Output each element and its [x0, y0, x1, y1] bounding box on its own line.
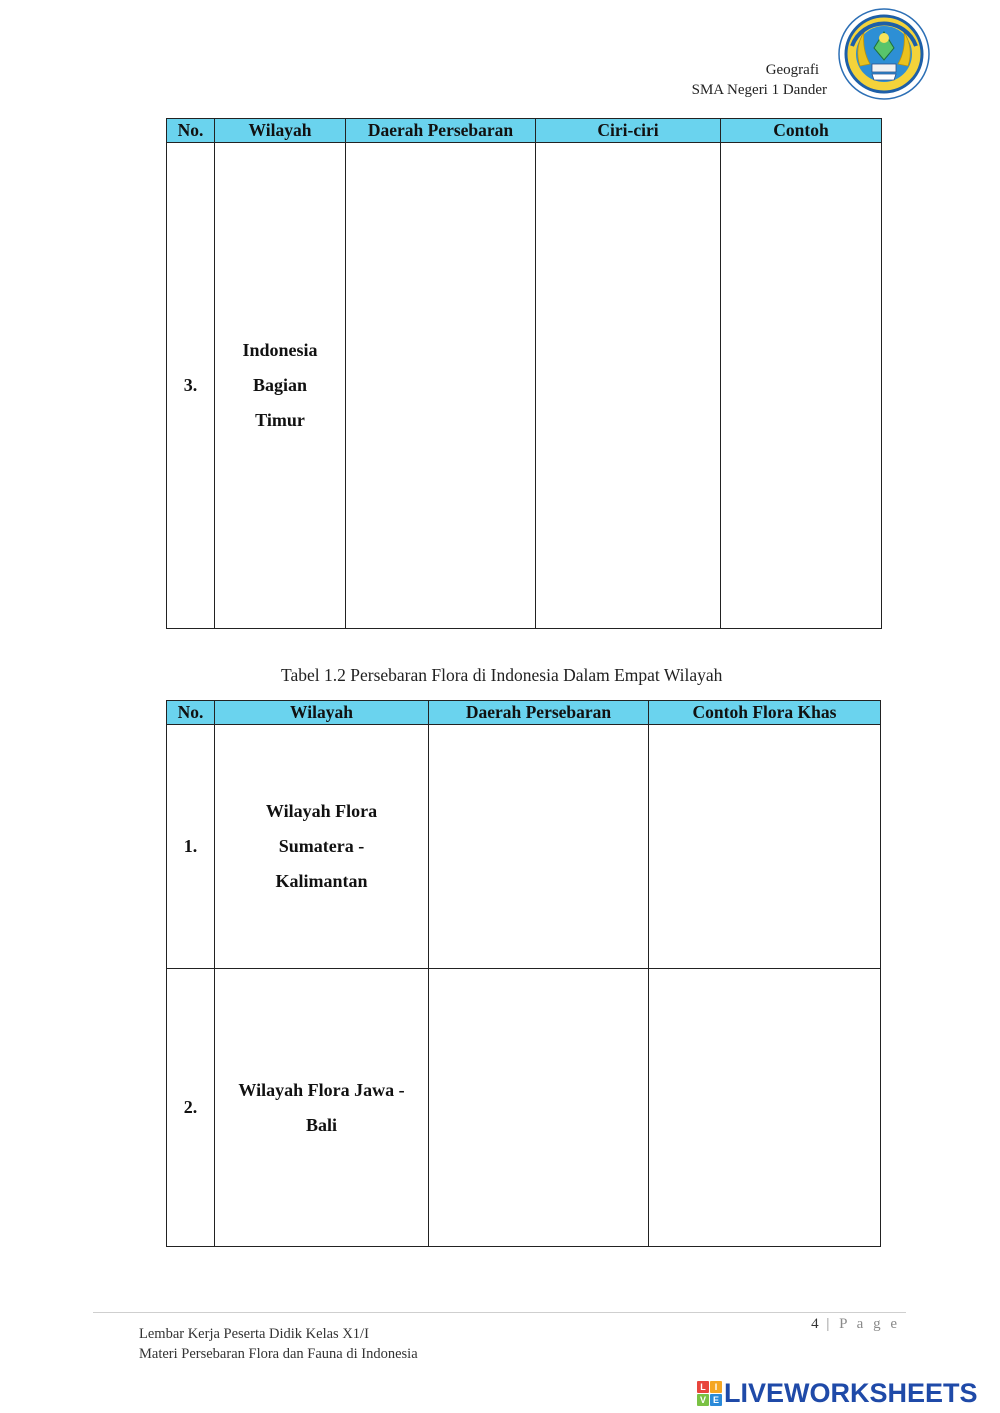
- table-row: [167, 143, 882, 629]
- contoh-flora-input[interactable]: [649, 969, 881, 1247]
- wilayah-line: Wilayah Flora Jawa -: [238, 1079, 405, 1100]
- col-header-wilayah: Wilayah: [215, 701, 429, 725]
- contoh-flora-input[interactable]: [649, 725, 881, 969]
- col-header-ciri: Ciri-ciri: [536, 119, 721, 143]
- row-number: 3.: [167, 143, 215, 629]
- wilayah-cell: [215, 969, 429, 1247]
- header-school: SMA Negeri 1 Dander: [691, 82, 827, 98]
- wilayah-line: Kalimantan: [275, 871, 368, 891]
- col-header-wilayah: Wilayah: [215, 119, 346, 143]
- daerah-persebaran-input[interactable]: [346, 143, 536, 629]
- table-header-row: [167, 701, 881, 725]
- row-number: 2.: [167, 969, 215, 1247]
- contoh-input[interactable]: [721, 143, 882, 629]
- table-row: [167, 969, 881, 1247]
- col-header-daerah: Daerah Persebaran: [346, 119, 536, 143]
- table-flora-wilayah: [166, 700, 881, 1247]
- ciri-ciri-input[interactable]: [536, 143, 721, 629]
- page-number-value: 4: [811, 1316, 821, 1332]
- col-header-no: No.: [167, 119, 215, 143]
- wilayah-cell: [215, 143, 346, 629]
- badge-letter: E: [710, 1394, 722, 1406]
- wilayah-line: Bagian: [252, 375, 308, 395]
- wilayah-line: Sumatera -: [278, 836, 365, 856]
- header-subject: Geografi: [765, 62, 819, 78]
- page-number: [811, 1316, 900, 1333]
- col-header-no: No.: [167, 701, 215, 725]
- wilayah-line: Indonesia: [242, 340, 318, 360]
- table-fauna-timur: [166, 118, 882, 629]
- col-header-daerah: Daerah Persebaran: [429, 701, 649, 725]
- footer-divider: [93, 1312, 906, 1313]
- row-number: 1.: [167, 725, 215, 969]
- brand-text: LIVEWORKSHEETS: [724, 1378, 978, 1408]
- col-header-contoh-flora: Contoh Flora Khas: [649, 701, 881, 725]
- brand-badge-icon: [697, 1381, 722, 1406]
- liveworksheets-watermark: [697, 1378, 978, 1408]
- footer-line-2: Materi Persebaran Flora dan Fauna di Indonesia: [139, 1346, 418, 1362]
- daerah-persebaran-input[interactable]: [429, 969, 649, 1247]
- table-row: [167, 725, 881, 969]
- wilayah-line: Bali: [305, 1114, 337, 1135]
- school-logo-icon: [838, 8, 930, 100]
- footer-line-1: Lembar Kerja Peserta Didik Kelas X1/I: [139, 1326, 369, 1342]
- wilayah-line: Wilayah Flora: [265, 801, 378, 821]
- badge-letter: I: [710, 1381, 722, 1393]
- daerah-persebaran-input[interactable]: [429, 725, 649, 969]
- wilayah-cell: [215, 725, 429, 969]
- table-header-row: [167, 119, 882, 143]
- table-caption: Tabel 1.2 Persebaran Flora di Indonesia Dalam Empat Wilayah: [281, 665, 723, 685]
- page-label: | P a g e: [826, 1316, 900, 1332]
- badge-letter: V: [697, 1394, 709, 1406]
- badge-letter: L: [697, 1381, 709, 1393]
- col-header-contoh: Contoh: [721, 119, 882, 143]
- wilayah-line: Timur: [255, 410, 305, 430]
